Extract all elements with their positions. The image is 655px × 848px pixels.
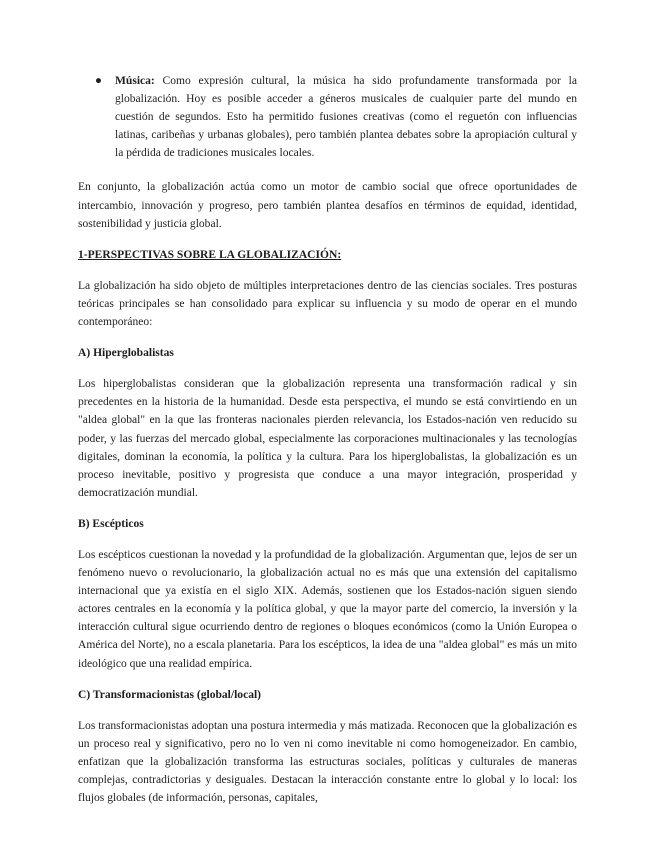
perspective-heading-a: A) Hiperglobalistas	[78, 347, 174, 360]
perspective-heading-b: B) Escépticos	[78, 517, 144, 530]
bullet-text: Como expresión cultural, la música ha sido profundamente transformada por la globalización. Hoy es posible acceder a géneros musicales de cualquier parte del mundo en cuestión de segundos. Esto ha permitido fusiones creativas (como el reguetón con influencias latinas, caribeñas y urbanas globales), pero también plantea debates sobre la apropiación cultural y la pérdida de tradiciones musicales locales.	[115, 75, 577, 160]
perspective-body-b: Los escépticos cuestionan la novedad y la profundidad de la globalización. Argumentan que, lejos de ser un fenómeno nuevo o revolucionario, la globalización actual no es más que una extensión del capitalismo internacional que ya existía en el siglo XIX. Además, sostienen que los Estados-nación siguen siendo actores centrales en la economía y la política global, y que la mayor parte del comercio, la inversión y la interacción cultural sigue ocurriendo dentro de regiones o bloques económicos (como la Unión Europea o América del Norte), no a escala planetaria. Para los escépticos, la idea de una "aldea global" es más un mito ideológico que una realidad empírica.	[78, 548, 577, 670]
section-intro: La globalización ha sido objeto de múltiples interpretaciones dentro de las ciencias sociales. Tres posturas teóricas principales se han consolidado para explicar su influencia y su modo de operar en el mundo contemporáneo:	[78, 279, 577, 329]
bullet-icon: ●	[95, 75, 102, 87]
perspective-heading-c: C) Transformacionistas (global/local)	[78, 688, 262, 701]
bullet-item-musica	[78, 72, 577, 162]
perspective-body-c: Los transformacionistas adoptan una postura intermedia y más matizada. Reconocen que la globalización es un proceso real y significativo, pero no lo ven ni como inevitable ni como homogeneizador. En cambio, enfatizan que la globalización transforma las estructuras sociales, políticas y culturales de maneras complejas, contradictorias y desiguales. Destacan la interacción constante entre lo global y lo local: los flujos globales (de información, personas, capitales,	[78, 719, 577, 805]
perspective-body-a: Los hiperglobalistas consideran que la globalización representa una transformación radical y sin precedentes en la historia de la humanidad. Desde esta perspectiva, el mundo se está convirtiendo en un "aldea global" en la que las fronteras nacionales pierden relevancia, los Estados-nación ven reducido su poder, y las fuerzas del mercado global, especialmente las corporaciones multinacionales y las tecnologías digitales, dominan la economía, la política y la cultura. Para los hiperglobalistas, la globalización es un proceso inevitable, positivo y progresista que conduce a una mayor integración, prosperidad y democratización mundial.	[78, 378, 577, 499]
section-heading: 1-PERSPECTIVAS SOBRE LA GLOBALIZACIÓN:	[78, 248, 342, 261]
summary-paragraph: En conjunto, la globalización actúa como un motor de cambio social que ofrece oportunidades de intercambio, innovación y progreso, pero también plantea desafíos en términos de equidad, identidad, sostenibilidad y justicia global.	[78, 181, 577, 230]
bullet-lead: Música:	[115, 75, 155, 87]
